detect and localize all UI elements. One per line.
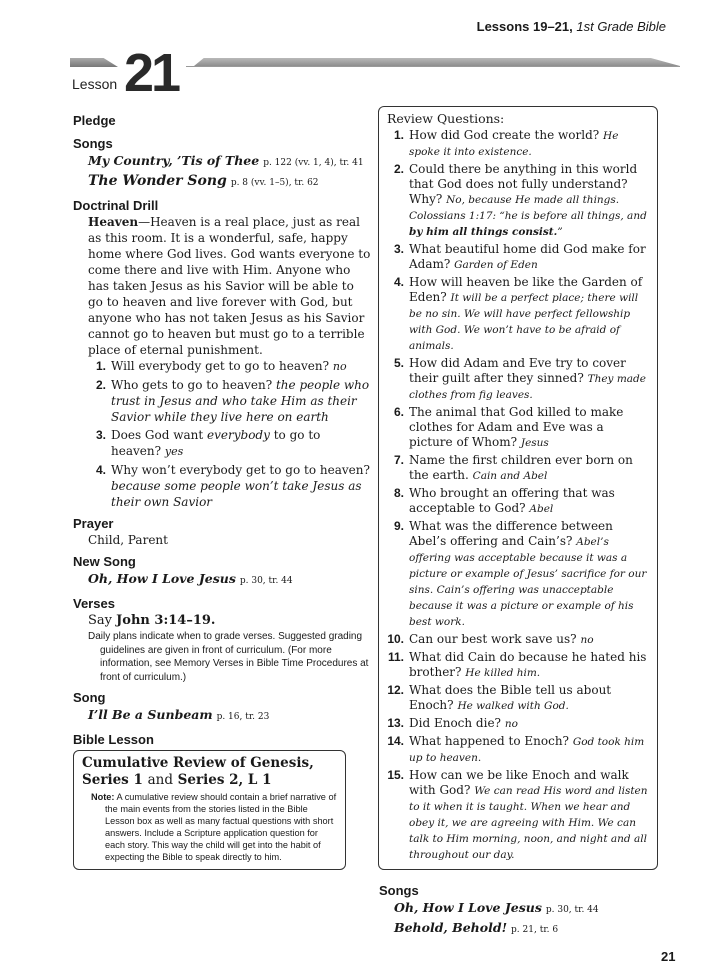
question-text: Why won’t everybody get to go to heaven? [111,463,370,477]
song-title: Oh, How I Love Jesus [394,900,542,915]
running-head-book: 1st Grade Bible [576,19,666,34]
drill-question [87,377,371,425]
review-question [387,128,651,160]
review-question [387,162,651,240]
question-number: 4. [393,275,404,289]
verses-note: Daily plans indicate when to grade verses. Suggested grading guidelines are given in front of curriculum. (For more information, see Memory Verses in Bible Time Procedures at front of curriculum.) [88,631,369,683]
new-song-heading: New Song [73,554,136,569]
question-text: Will everybody get to go to heaven? [111,359,330,373]
question-number: 2. [393,162,404,176]
question-number: 5. [393,356,404,370]
review-question-list [387,128,651,863]
review-question [387,716,651,732]
note-text: A cumulative review should contain a brief narrative of the main events from the stories listed in the Bible Lesson box as well as many factual questions with short answers. Include a Scripture application question for each story. This way the child will get into the habit of expecting the Bible to speak directly to him. [105,792,337,862]
question-answer-emphasis: by him all things consist. [409,226,558,238]
question-text: Who gets to go to heaven? [111,378,273,392]
drill-question [87,427,371,460]
song-ref: p. 16, tr. 23 [216,712,270,722]
review-question [387,453,651,484]
lesson-label: Lesson [72,76,118,92]
song-item [379,899,658,919]
drill-question [87,358,371,375]
question-text: Can our best work save us? [409,632,577,646]
question-text: Name the first children ever born on the earth. [409,453,633,482]
question-answer: He walked with God. [457,700,569,712]
review-question [387,405,651,451]
question-text: What was the difference between Abel’s offering and Cain’s? [409,519,613,548]
question-answer: no [504,718,518,730]
lesson-banner [70,43,680,103]
question-answer: He killed him. [465,667,541,679]
page-number: 21 [661,949,676,964]
song-title: My Country, ’Tis of Thee [88,153,260,168]
question-answer: God took him up to heaven. [409,736,645,764]
bible-lesson-series: Series 2, L 1 [177,772,272,788]
song-title: I’ll Be a Sunbeam [88,707,213,722]
review-question [387,486,651,517]
question-number: 10. [387,632,404,646]
question-number: 7. [393,453,404,467]
review-questions-box [378,106,658,870]
question-answer: Cain and Abel [472,470,548,482]
question-answer: He spoke it into existence. [409,130,619,158]
song-ref: p. 8 (vv. 1–5), tr. 62 [230,178,319,188]
question-answer: yes [164,445,184,458]
bible-lesson-conjunction: and [147,772,173,788]
song-item [73,172,371,192]
review-question [387,734,651,766]
verses-say [73,612,371,630]
review-question [387,650,651,681]
question-number: 2. [95,378,106,392]
question-answer: no [580,634,594,646]
question-number: 13. [387,716,404,730]
question-answer: It will be a perfect place; there will be no sin. We will have perfect fellowship with God. We won’t have to be afraid of animals. [409,292,639,352]
song-ref: p. 30, tr. 44 [545,905,599,915]
song-heading: Song [73,690,106,705]
question-text: What beautiful home did God make for Adam? [409,242,646,271]
pledge-section [73,112,371,129]
new-song-section [73,553,371,590]
question-text: What does the Bible tell us about Enoch? [409,683,612,712]
question-text: How will heaven be like the Garden of Eden? [409,275,643,304]
question-text: Who brought an offering that was acceptable to God? [409,486,615,515]
bible-lesson-series: Series 1 [82,772,143,788]
song-title: Behold, Behold! [394,920,508,935]
bible-lesson-note [82,791,337,863]
bible-lesson-title-line: Cumulative Review of Genesis, [82,755,314,771]
prayer-heading: Prayer [73,516,114,531]
question-text: How can we be like Enoch and walk with God? [409,768,629,797]
songs-heading: Songs [73,136,113,151]
question-number: 1. [393,128,404,142]
running-head-lessons: Lessons 19–21, [476,19,573,34]
lesson-number: 21 [124,43,179,103]
question-answer: the people who trust in Jesus and who take Him as their Savior while they live here on earth [111,378,370,424]
song-title: Oh, How I Love Jesus [88,571,236,586]
bible-lesson-title [82,755,337,789]
review-question [387,242,651,273]
verses-heading: Verses [73,596,115,611]
review-question [387,275,651,354]
bible-lesson-box [73,750,346,870]
question-number: 11. [387,650,404,664]
doctrinal-drill-text [73,214,371,358]
song-item [73,570,371,590]
question-text: What happened to Enoch? [409,734,569,748]
drill-term: Heaven [88,215,139,229]
question-number: 3. [393,242,404,256]
left-column [73,112,371,875]
note-label: Note: [91,792,115,802]
prayer-text: Child, Parent [88,533,168,547]
song-ref: p. 30, tr. 44 [239,576,293,586]
question-answer: Garden of Eden [454,259,538,271]
prayer-section [73,515,371,548]
question-text: to go to heaven? [111,428,321,458]
question-text: What did Cain do because he hated his brother? [409,650,647,679]
review-question [387,683,651,714]
bible-lesson-section [73,731,371,870]
songs-heading: Songs [379,883,419,898]
song-item [73,152,371,172]
verses-section [73,595,371,684]
review-heading: Review Questions: [387,111,505,126]
drill-question [87,462,371,510]
question-answer: because some people won’t take Jesus as their own Savior [111,479,362,509]
question-answer: Jesus [520,437,549,449]
question-text: Does God want [111,428,204,442]
songs-section [73,135,371,192]
doctrinal-drill-heading: Doctrinal Drill [73,198,159,213]
running-head [477,19,666,35]
song-ref: p. 21, tr. 6 [511,925,559,935]
question-number: 4. [95,463,106,477]
song-section [73,689,371,726]
review-question [387,768,651,863]
question-number: 14. [387,734,404,748]
closing-songs-section [378,882,658,939]
question-answer: Abel’s offering was acceptable because it was a picture or example of Jesus’ sacrifice for our sins. Cain’s offering was unacceptable because it was a picture or example of his best work. [409,536,647,628]
banner-rule [186,66,680,67]
question-answer: We can read His word and listen to it when it is taught. When we hear and obey it, we are agreeing with Him. We can talk to Him morning, noon, and night and all throughout our day. [409,785,648,861]
question-text: The animal that God killed to make clothes for Adam and Eve was a picture of Whom? [409,405,624,449]
question-text: Did Enoch die? [409,716,501,730]
question-number: 9. [393,519,404,533]
question-number: 12. [387,683,404,697]
right-column [378,106,658,939]
song-item [379,919,658,939]
doctrinal-drill-section [73,197,371,510]
pledge-heading: Pledge [73,113,116,128]
question-number: 1. [95,359,106,373]
review-question [387,519,651,630]
review-question [387,356,651,403]
question-emphasis: everybody [207,428,270,442]
verses-say-label: Say [88,613,113,628]
verses-reference: John 3:14–19. [116,613,216,628]
question-number: 15. [387,768,404,782]
question-text: Could there be anything in this world that God does not fully understand? Why? [409,162,638,206]
drill-questions [73,358,371,510]
song-title: The Wonder Song [88,173,227,189]
question-answer: Abel [529,503,554,515]
question-answer: They made clothes from fig leaves. [409,373,646,401]
banner-bar-decoration [194,58,680,66]
drill-body: —Heaven is a real place, just as real as this room. It is a wonderful, safe, happy home where God lives. God wants everyone to come there and live with Him. Anyone who has taken Jesus as his Savior will be able to go to heaven and live forever with God, but anyone who has not taken Jesus as his Savior cannot go to heaven but must go to a terrible place of eternal punishment. [88,215,371,357]
bible-lesson-heading: Bible Lesson [73,732,154,747]
song-ref: p. 122 (vv. 1, 4), tr. 41 [263,158,364,168]
question-number: 3. [95,428,106,442]
review-question [387,632,651,648]
question-number: 6. [393,405,404,419]
banner-wedge-decoration [70,58,118,67]
question-answer: no [332,360,347,373]
question-text: How did Adam and Eve try to cover their guilt after they sinned? [409,356,626,385]
question-text: How did God create the world? [409,128,600,142]
question-number: 8. [393,486,404,500]
question-answer: No, because He made all things. Colossians 1:17: “he is before all things, and [409,194,647,222]
question-answer-end: ” [557,226,563,238]
song-item [73,706,371,726]
